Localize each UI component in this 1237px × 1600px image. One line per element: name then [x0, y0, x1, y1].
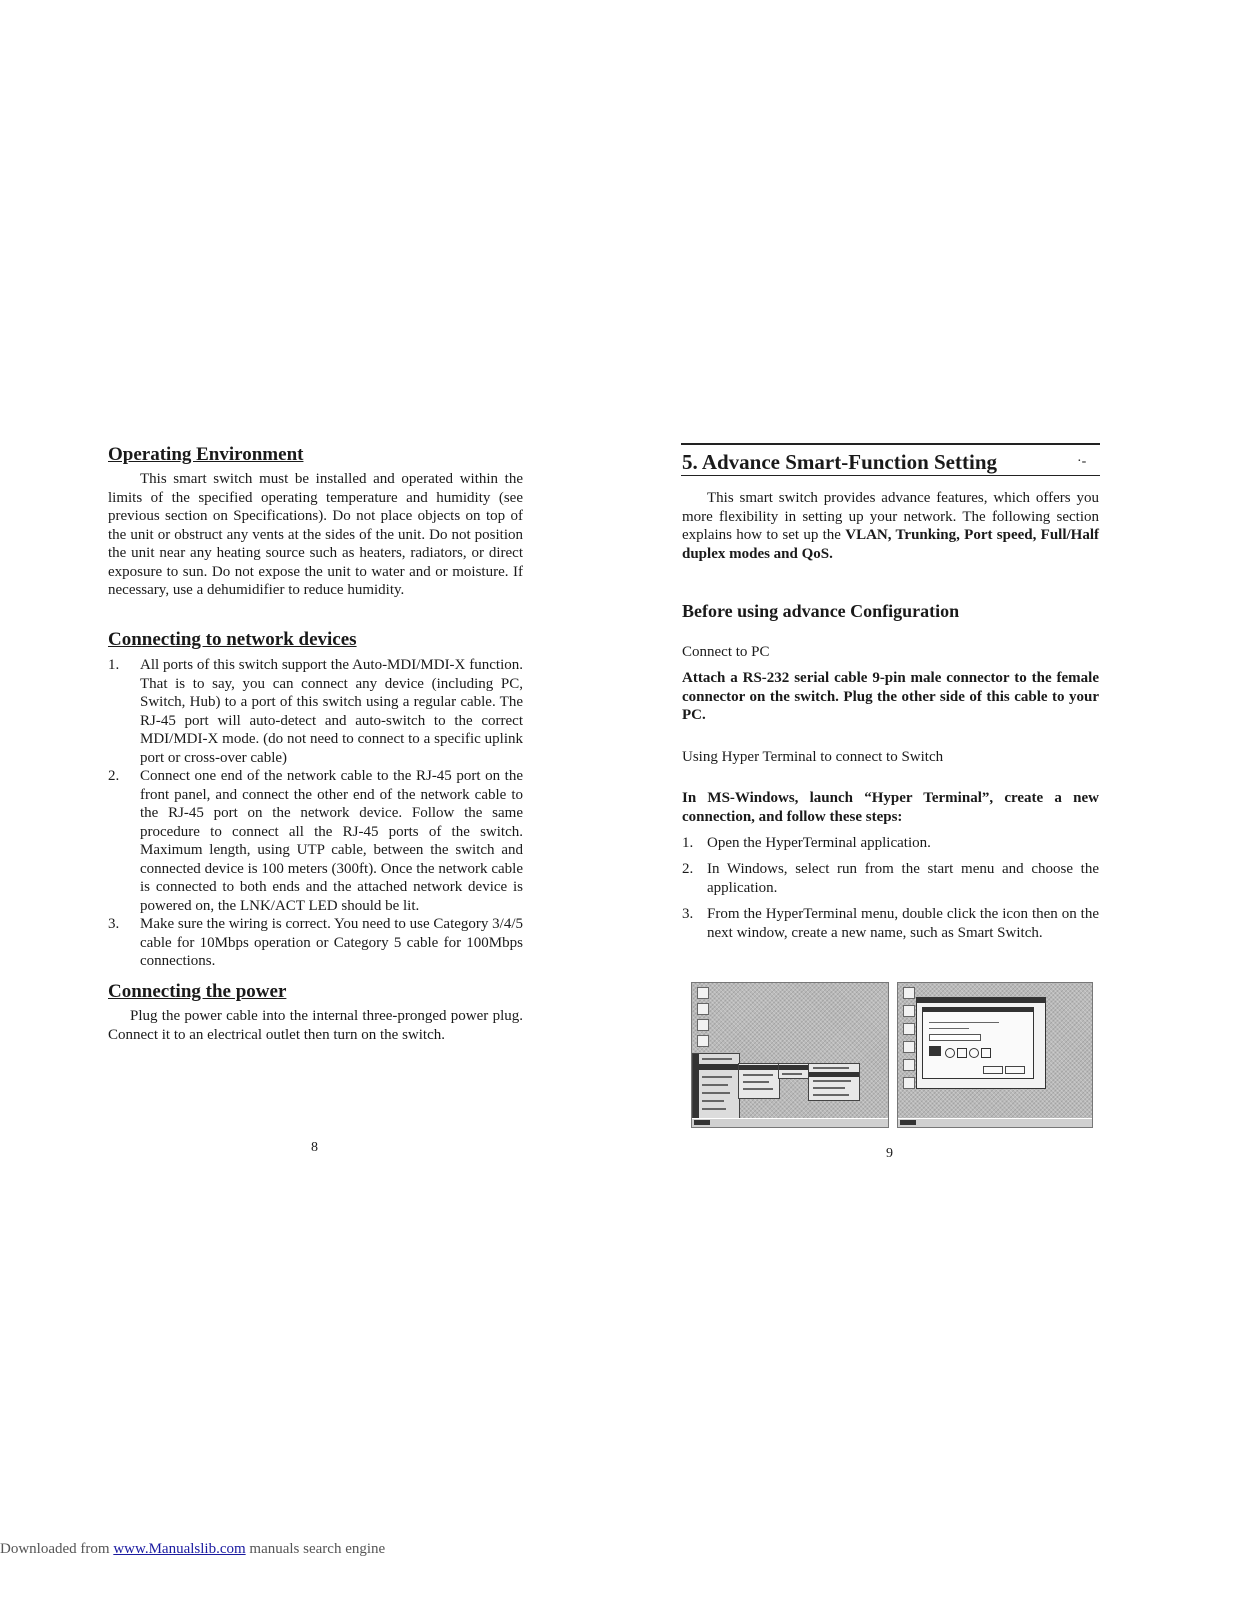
connecting-network-heading: Connecting to network devices: [108, 629, 357, 650]
list-item-number: 1.: [682, 835, 694, 851]
start-button: [694, 1120, 710, 1125]
list-item-text: In Windows, select run from the start menu and choose the application.: [707, 861, 1099, 896]
list-item-number: 2.: [682, 861, 694, 877]
communications-submenu: [808, 1063, 860, 1101]
list-item-text: Make sure the wiring is correct. You need to use Category 3/4/5 cable for 10Mbps operation or Category 5 cable for 100Mbps connections.: [140, 916, 523, 969]
start-menu-screenshot: [691, 982, 889, 1128]
desktop-icon: [697, 987, 709, 999]
footer-suffix: manuals search engine: [245, 1541, 386, 1557]
footer-prefix: Downloaded from: [0, 1541, 114, 1557]
download-footer: [0, 1541, 385, 1558]
manualslib-link[interactable]: www.Manualslib.com: [113, 1541, 246, 1557]
programs-submenu: [738, 1063, 780, 1099]
list-item: [108, 767, 523, 915]
page-number-right: 9: [886, 1146, 893, 1161]
window-title-bar: [917, 998, 1045, 1003]
taskbar: [898, 1118, 1092, 1127]
desktop-icon: [903, 1059, 915, 1071]
chapter-title: 5. Advance Smart-Function Setting: [682, 450, 997, 474]
list-item-text: From the HyperTerminal menu, double click the icon then on the next window, create a new name, such as Smart Switch.: [707, 906, 1099, 941]
list-item: [682, 860, 1099, 898]
connection-description-dialog: [922, 1007, 1034, 1079]
desktop-icon: [903, 1023, 915, 1035]
chapter-bottom-rule: [681, 475, 1100, 476]
connect-pc-label: Connect to PC: [682, 644, 770, 660]
page-number-left: 8: [311, 1140, 318, 1155]
hyperterminal-screenshot: [897, 982, 1093, 1128]
hyper-terminal-label: Using Hyper Terminal to connect to Switch: [682, 749, 944, 765]
network-steps-list: [108, 656, 523, 971]
chapter-top-rule: [681, 443, 1100, 445]
list-item: [682, 905, 1099, 943]
list-item-text: Connect one end of the network cable to the RJ-45 port on the front panel, and connect the other end of the network cable to the RJ-45 port on the network device. Follow the same procedure to connect all the RJ-45 ports of the switch. Maximum length, using UTP cable, between the switch and connected device is 100 meters (300ft). Once the network cable is connected to both ends and the attached network device is powered on, the LNK/ACT LED should be lit.: [140, 768, 523, 914]
before-config-heading: Before using advance Configuration: [682, 601, 960, 621]
desktop-icon: [903, 987, 915, 999]
connecting-power-text: Plug the power cable into the internal three-pronged power plug. Connect it to an electrical outlet then turn on the switch.: [108, 1008, 523, 1043]
operating-environment-text: This smart switch must be installed and operated within the limits of the specified operating temperature and humidity (see previous section on Specifications). Do not place objects on top of the unit or obstruct any vents at the sides of the unit. Do not position the unit near any heating source such as heaters, radiators, or direct exposure to sun. Do not expose the unit to water and or moisture. If necessary, use a dehumidifier to reduce humidity.: [108, 471, 523, 598]
ms-windows-text: In MS-Windows, launch “Hyper Terminal”, create a new connection, and follow these steps:: [682, 790, 1099, 825]
list-item-number: 3.: [682, 906, 694, 922]
start-button: [900, 1120, 916, 1125]
desktop-icon: [697, 1019, 709, 1031]
list-item-number: 2.: [108, 768, 120, 784]
hyperterminal-steps-list: [682, 834, 1099, 950]
intro-paragraph: [682, 489, 1099, 563]
operating-environment-heading: Operating Environment: [108, 444, 304, 465]
start-menu-panel: [692, 1053, 740, 1121]
list-item-text: Open the HyperTerminal application.: [707, 835, 931, 851]
list-item-text: All ports of this switch support the Auto-MDI/MDI-X function. That is to say, you can connect any device (including PC, Switch, Hub) to a port of this switch using a regular cable. The RJ-45 port will auto-detect and auto-switch to the correct MDI/MDI-X mode. (do not need to connect to a specific uplink port or cross-over cable): [140, 657, 523, 766]
attach-cable-text: Attach a RS-232 serial cable 9-pin male connector to the female connector on the switch. Plug the other side of this cable to your PC.: [682, 670, 1099, 723]
desktop-icon: [903, 1077, 915, 1089]
accessories-submenu: [778, 1063, 810, 1079]
intro-bold-text: VLAN, Trunking, Port speed, Full/Half duplex modes and QoS.: [682, 527, 1099, 562]
dialog-title-bar: [923, 1008, 1033, 1012]
list-item: [682, 834, 1099, 853]
list-item-number: 1.: [108, 657, 120, 673]
list-item: [108, 656, 523, 767]
desktop-icon: [903, 1005, 915, 1017]
desktop-icon: [903, 1041, 915, 1053]
connecting-power-heading: Connecting the power: [108, 981, 287, 1002]
taskbar: [692, 1118, 888, 1127]
intro-plain-text: This smart switch provides advance features, which offers you more flexibility in setting up your network. The following section explains how to set up the: [682, 490, 1099, 543]
list-item-number: 3.: [108, 916, 120, 932]
list-item: [108, 915, 523, 971]
desktop-icon: [697, 1003, 709, 1015]
scan-mark: ·-: [1077, 454, 1087, 469]
desktop-icon: [697, 1035, 709, 1047]
